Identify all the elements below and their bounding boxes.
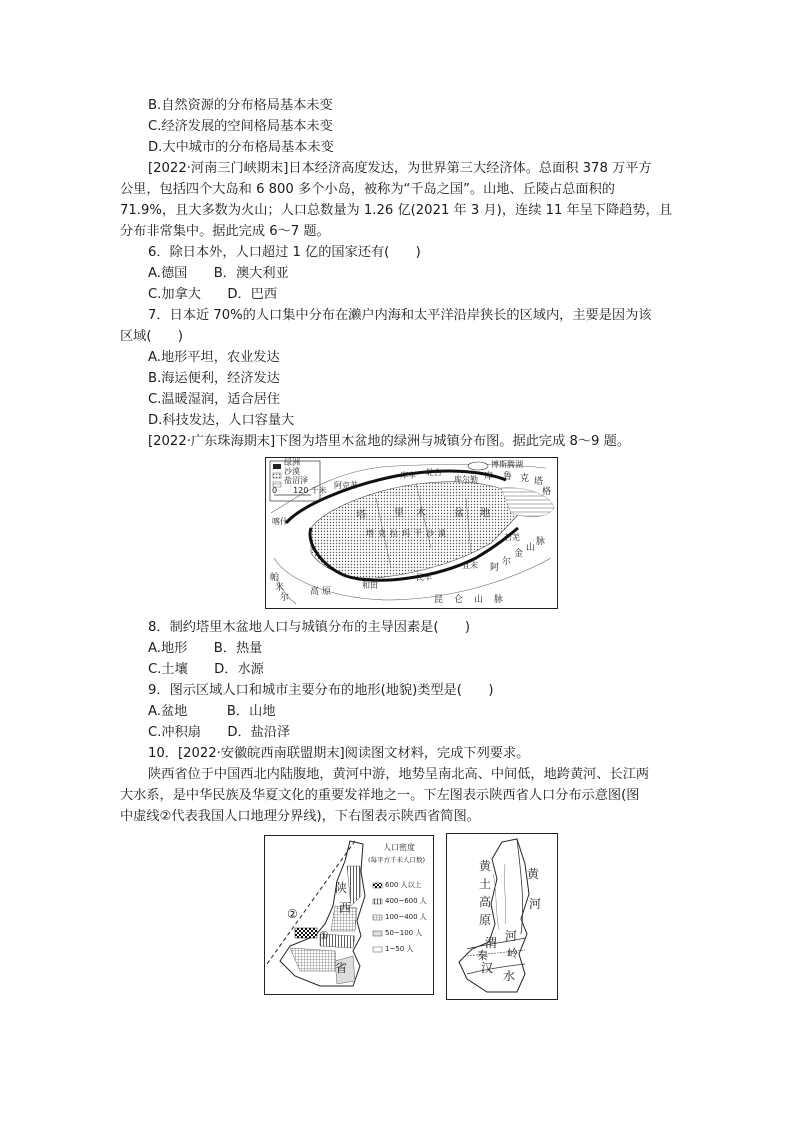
label-desert-4: 玛	[402, 529, 410, 538]
label-kuruktag-3: 克	[520, 474, 530, 484]
q8-stem: 8．制约塔里木盆地人口与城镇分布的主导因素是( )	[148, 620, 470, 635]
q10-stem: 10．[2022·安徽皖西南联盟期末]阅读图文材料，完成下列要求。	[148, 746, 530, 761]
province-char-sheng: 省	[335, 961, 348, 975]
q6-options-cd: C.加拿大 D．巴西	[148, 287, 278, 302]
label-basin-5: 地	[480, 508, 490, 519]
label-kuqa: 库车	[400, 471, 416, 480]
legend-400-600: 400~600 人	[385, 897, 427, 905]
label-desert-5: 干	[414, 529, 422, 538]
river-char-he: 河	[529, 897, 542, 911]
label-hotan: 和田	[362, 581, 378, 590]
label-pamir-5: 原	[322, 587, 332, 597]
legend-subtitle: (每平方千米人口数)	[368, 856, 426, 864]
japan-passage-line1: [2022·河南三门峡期末]日本经济高度发达，为世界第三大经济体。总面积 378 万平方	[148, 161, 652, 176]
label-kunlun-4: 脉	[494, 595, 504, 605]
plateau-char-gao: 高	[479, 895, 492, 909]
label-bosten-lake: 博斯腾湖	[491, 460, 523, 469]
label-desert-2: 克	[378, 529, 386, 538]
label-altun-4: 山	[526, 543, 536, 553]
legend-salt-marsh: 盐沼泽	[284, 476, 308, 485]
plateau-char-huang: 黄	[479, 859, 492, 873]
q6-options-ab: A.德国 B．澳大利亚	[148, 266, 289, 281]
q7-stem-line1: 7．日本近 70%的人口集中分布在濑户内海和太平洋沿岸狭长的区域内，主要是因为该	[148, 308, 652, 323]
tarim-passage: [2022·广东珠海期末]下图为塔里木盆地的绿洲与城镇分布图。据此完成 8～9 题。	[148, 434, 631, 449]
label-korla: 库尔勒	[454, 475, 478, 484]
label-aksu: 阿克苏	[334, 481, 358, 490]
legend-1-50: 1~50 人	[385, 945, 414, 953]
province-char-shaan: 陕	[335, 881, 348, 895]
q5-option-c: C.经济发展的空间格局基本未变	[148, 119, 333, 134]
q10-passage-line1: 陕西省位于中国西北内陆腹地，黄河中游，地势呈南北高、中间低，地跨黄河、长江两	[148, 767, 650, 782]
q9-stem: 9．图示区域人口和城市主要分布的地形(地貌)类型是( )	[148, 683, 494, 698]
q8-options-cd: C.土壤 D．水源	[148, 662, 264, 677]
q10-passage-line3: 中虚线②代表我国人口地理分界线)，下右图表示陕西省简图。	[120, 809, 480, 824]
point-marker: ①	[319, 929, 329, 942]
plateau-char-yuan: 原	[479, 913, 492, 927]
label-desert-7: 漠	[438, 529, 446, 538]
label-basin-2: 里	[394, 508, 404, 519]
label-basin-3: 木	[416, 508, 426, 519]
qinling-char-qin: 秦	[477, 949, 488, 962]
scale-bar-label: 0 120 千米	[272, 486, 327, 495]
label-minfeng: 民丰	[416, 573, 432, 582]
legend-600-plus: 600 人以上	[385, 881, 422, 889]
label-kashgar: 喀什	[272, 517, 288, 526]
q9-options-cd: C.冲积扇 D．盐沿泽	[148, 725, 291, 740]
label-kuruktag-2: 鲁	[503, 472, 513, 482]
q10-passage-line2: 大水系，是中华民族及华夏文化的重要发祥地之一。下左图表示陕西省人口分布示意图(图	[120, 788, 640, 803]
label-basin-4: 盆	[454, 508, 464, 519]
hanshui-char-han: 汉	[481, 961, 494, 975]
japan-passage-line2: 公里，包括四个大岛和 6 800 多个小岛，被称为“千岛之国”。山地、丘陵占总面积的	[120, 182, 615, 197]
label-altun-2: 尔	[502, 557, 512, 567]
label-kunlun-2: 仑	[454, 595, 464, 605]
hanshui-char-shui: 水	[503, 969, 516, 983]
legend-oasis: 绿洲	[284, 458, 300, 467]
q5-option-b: B.自然资源的分布格局基本未变	[148, 98, 333, 113]
label-luntai: 轮台	[426, 468, 442, 477]
shaanxi-simple-map	[446, 833, 558, 1000]
label-ruoqiang: 若羌	[504, 533, 520, 542]
label-kuruktag-5: 格	[542, 487, 552, 497]
boundary-line-marker: ②	[287, 907, 298, 921]
label-altun-5: 脉	[536, 537, 546, 547]
label-desert-1: 塔	[366, 529, 374, 538]
label-pamir-2: 米	[275, 583, 285, 593]
legend-desert: 沙漠	[284, 467, 300, 476]
label-pamir-3: 尔	[280, 593, 290, 603]
japan-passage-line4: 分布非常集中。据此完成 6～7 题。	[120, 224, 330, 239]
qinling-char-ling: 岭	[507, 947, 518, 960]
label-kuruktag-4: 塔	[534, 477, 544, 487]
label-altun-1: 阿	[490, 563, 500, 573]
legend-title: 人口密度	[383, 843, 415, 852]
label-qiemo: 且末	[462, 561, 478, 570]
q7-option-a: A.地形平坦，农业发达	[148, 350, 280, 365]
label-kunlun-1: 昆	[434, 595, 444, 605]
province-char-xi: 西	[339, 901, 352, 915]
japan-passage-line3: 71.9%，且大多数为火山；人口总数量为 1.26 亿(2021 年 3 月)，连续 11 年呈下降趋势，且	[120, 203, 673, 218]
q7-option-b: B.海运便利，经济发达	[148, 371, 280, 386]
tarim-basin-map	[265, 457, 558, 609]
label-pamir-4: 高	[310, 587, 320, 597]
label-kunlun-3: 山	[474, 595, 484, 605]
q7-stem-line2: 区域( )	[120, 329, 184, 344]
label-kuruktag-1: 库	[484, 472, 494, 482]
label-desert-3: 拉	[390, 529, 398, 538]
label-pamir-1: 帕	[270, 573, 280, 583]
wei-river-char-he: 河	[505, 929, 518, 943]
label-desert-6: 沙	[426, 529, 434, 538]
q8-options-ab: A.地形 B．热量	[148, 641, 263, 656]
q7-option-d: D.科技发达，人口容量大	[148, 413, 295, 428]
q7-option-c: C.温暖湿润，适合居住	[148, 392, 281, 407]
q9-options-ab: A.盆地 B．山地	[148, 704, 276, 719]
shaanxi-population-map	[264, 835, 434, 995]
legend-50-100: 50~100 人	[385, 929, 423, 937]
wei-river-char-wei: 渭	[485, 936, 498, 950]
q5-option-d: D.大中城市的分布格局基本未变	[148, 140, 334, 155]
label-altun-3: 金	[514, 549, 524, 559]
q6-stem: 6．除日本外，人口超过 1 亿的国家还有( )	[148, 245, 421, 260]
plateau-char-tu: 土	[479, 877, 492, 891]
legend-100-400: 100~400 人	[385, 913, 427, 921]
river-char-huang: 黄	[527, 867, 540, 881]
label-basin-1: 塔	[356, 510, 366, 521]
